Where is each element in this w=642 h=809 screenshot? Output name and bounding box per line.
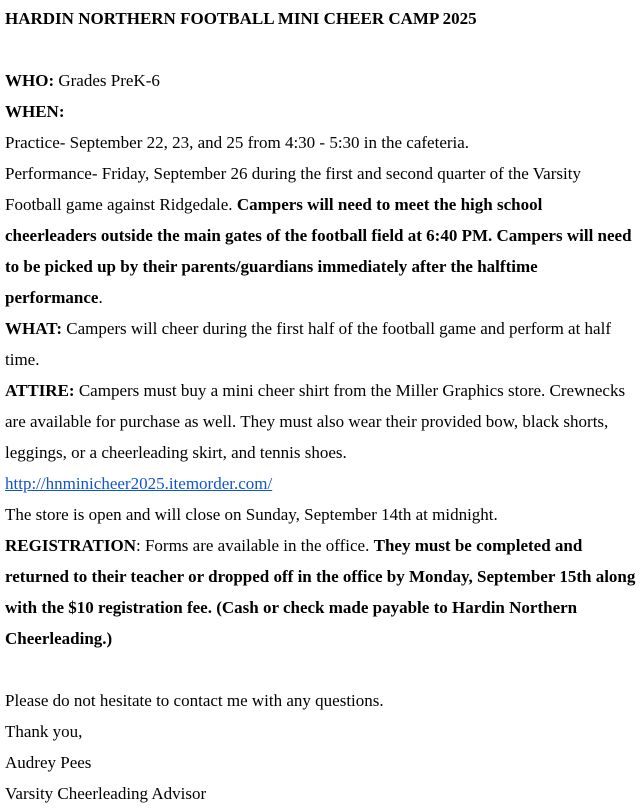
practice-line [5, 127, 636, 158]
attire-text: Campers must buy a mini cheer shirt from the Miller Graphics store. Crewnecks are available for purchase as well. They must also wear their provided bow, black shorts, leggings, or a cheerleading skirt, and tennis shoes. [5, 381, 626, 462]
document-title: HARDIN NORTHERN FOOTBALL MINI CHEER CAMP 2025 [5, 9, 477, 28]
registration-paragraph [5, 530, 636, 654]
who-line [5, 65, 636, 96]
registration-label: REGISTRATION [5, 536, 136, 555]
performance-label: Performance- [5, 164, 98, 183]
registration-text: : Forms are available in the office. [136, 536, 374, 555]
spacer [5, 654, 636, 685]
thanks-line: Thank you, [5, 722, 83, 741]
registration-bold-text: They must be completed and returned to their teacher or dropped off in the office by Monday, September 15th along with the $10 registration fee. (Cash or check made payable to Hardin Northern Cheerleading.) [5, 536, 636, 648]
performance-end: . [98, 288, 103, 307]
what-paragraph [5, 313, 636, 375]
signature-role: Varsity Cheerleading Advisor [5, 784, 207, 803]
what-text: Campers will cheer during the first half of the football game and perform at half time. [5, 319, 611, 369]
performance-bold-text: Campers will need to meet the high school cheerleaders outside the main gates of the football field at 6:40 PM. Campers will need to be picked up by their parents/guardians immediately after the halftime performance [5, 195, 632, 307]
what-label: WHAT: [5, 319, 62, 338]
performance-paragraph [5, 158, 636, 313]
when-label: WHEN: [5, 102, 65, 121]
spacer [5, 34, 636, 65]
store-note: The store is open and will close on Sunday, September 14th at midnight. [5, 505, 498, 524]
when-line [5, 96, 636, 127]
store-link-line [5, 468, 636, 499]
attire-label: ATTIRE: [5, 381, 75, 400]
who-label: WHO: [5, 71, 55, 90]
signature-name: Audrey Pees [5, 753, 92, 772]
who-text: Grades PreK-6 [54, 71, 160, 90]
store-link[interactable]: http://hnminicheer2025.itemorder.com/ [5, 474, 273, 493]
attire-paragraph [5, 375, 636, 468]
performance-text: Friday, September 26 during the first and second quarter of the Varsity Football game against Ridgedale. [5, 164, 581, 214]
practice-label: Practice- [5, 133, 66, 152]
contact-line: Please do not hesitate to contact me with any questions. [5, 691, 384, 710]
practice-text: September 22, 23, and 25 from 4:30 - 5:30 in the cafeteria. [65, 133, 470, 152]
